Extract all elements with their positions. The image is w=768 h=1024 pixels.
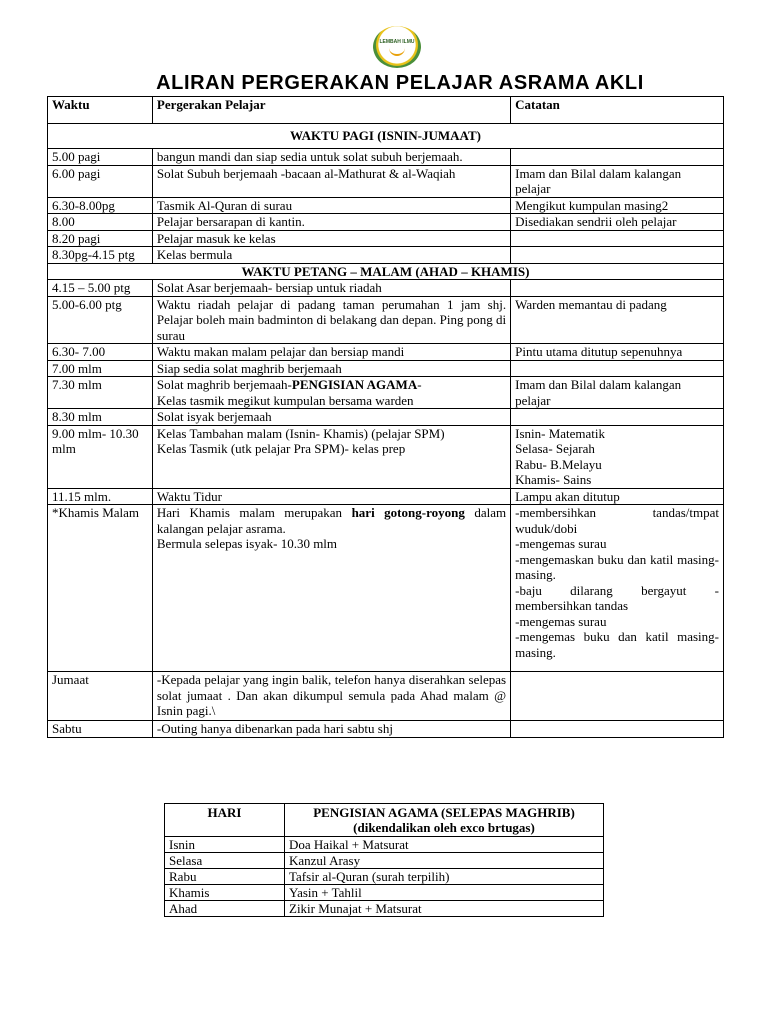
time-cell: Sabtu — [48, 721, 153, 738]
schedule-table — [47, 96, 724, 738]
time-cell: 5.00-6.00 ptg — [48, 296, 153, 344]
header-pengisian-title: PENGISIAN AGAMA (SELEPAS MAGHRIB) — [313, 805, 575, 820]
note-cell — [511, 505, 724, 672]
table-row — [48, 505, 724, 672]
activity-cell: Doa Haikal + Matsurat — [285, 837, 604, 853]
note-cell — [511, 247, 724, 264]
note-cell: Disediakan sendrii oleh pelajar — [511, 214, 724, 231]
movement-text: dalam kalangan pelajar asrama. — [156, 505, 507, 536]
movement-cell: Pelajar bersarapan di kantin. — [152, 214, 510, 231]
note-cell — [511, 409, 724, 426]
movement-text: Bermula selepas isyak- 10.30 mlm — [156, 536, 338, 551]
note-line: -mengemas surau — [515, 613, 607, 629]
table-row — [48, 296, 724, 344]
section-pagi: WAKTU PAGI (ISNIN-JUMAAT) — [48, 124, 724, 149]
movement-text — [157, 505, 506, 536]
header-hari: HARI — [165, 804, 285, 837]
movement-text: Kelas Tambahan malam (Isnin- Khamis) (pelajar SPM) — [156, 425, 445, 441]
header-pergerakan: Pergerakan Pelajar — [152, 97, 510, 124]
table-row — [48, 280, 724, 297]
note-cell: Pintu utama ditutup sepenuhnya — [511, 344, 724, 361]
note-line: Isnin- Matematik — [515, 425, 606, 441]
note-cell: Warden memantau di padang — [511, 296, 724, 344]
time-cell: 11.15 mlm. — [48, 488, 153, 505]
movement-cell — [152, 377, 510, 409]
activity-cell: Kanzul Arasy — [285, 853, 604, 869]
note-cell — [511, 721, 724, 738]
agama-header-row — [165, 804, 604, 837]
movement-text: Solat maghrib berjemaah- — [156, 377, 292, 392]
table-header-row — [48, 97, 724, 124]
note-cell — [511, 672, 724, 721]
table-row — [48, 197, 724, 214]
activity-cell: Yasin + Tahlil — [285, 885, 604, 901]
time-cell: *Khamis Malam — [48, 505, 153, 672]
time-cell: Jumaat — [48, 672, 153, 721]
table-row — [165, 853, 604, 869]
note-cell — [511, 360, 724, 377]
logo-text: LEMBAH ILMU — [379, 39, 415, 45]
movement-cell: bangun mandi dan siap sedia untuk solat subuh berjemaah. — [152, 149, 510, 166]
movement-cell: Kelas bermula — [152, 247, 510, 264]
movement-cell: Solat Subuh berjemaah -bacaan al-Mathurat & al-Waqiah — [152, 165, 510, 197]
table-row — [48, 672, 724, 721]
table-row — [48, 377, 724, 409]
movement-cell: Siap sedia solat maghrib berjemaah — [152, 360, 510, 377]
header-pengisian-sub: (dikendalikan oleh exco brtugas) — [353, 820, 535, 835]
section-row — [48, 124, 724, 149]
page-title: ALIRAN PERGERAKAN PELAJAR ASRAMA AKLI — [156, 72, 644, 94]
table-row — [165, 837, 604, 853]
pengisian-agama-label: PENGISIAN AGAMA — [291, 377, 418, 392]
time-cell: 4.15 – 5.00 ptg — [48, 280, 153, 297]
movement-cell: Tasmik Al-Quran di surau — [152, 197, 510, 214]
table-row — [165, 901, 604, 917]
time-cell: 6.00 pagi — [48, 165, 153, 197]
table-row — [48, 230, 724, 247]
time-cell: 8.20 pagi — [48, 230, 153, 247]
note-cell: Mengikut kumpulan masing2 — [511, 197, 724, 214]
table-row — [48, 409, 724, 426]
movement-cell: Waktu riadah pelajar di padang taman perumahan 1 jam shj. Pelajar boleh main badminton di belakang dan depan. Ping pong di surau — [152, 296, 510, 344]
note-line: Khamis- Sains — [515, 472, 592, 487]
day-cell: Selasa — [165, 853, 285, 869]
header-waktu: Waktu — [48, 97, 153, 124]
note-cell: Lampu akan ditutup — [511, 488, 724, 505]
note-line: -mengemaskan buku dan katil masing-masing. — [515, 551, 719, 582]
day-cell: Khamis — [165, 885, 285, 901]
time-cell: 8.30 mlm — [48, 409, 153, 426]
book-icon — [389, 48, 405, 56]
movement-cell: Solat Asar berjemaah- bersiap untuk riadah — [152, 280, 510, 297]
header-pengisian — [285, 804, 604, 837]
note-line: Selasa- Sejarah — [515, 441, 595, 456]
time-cell: 7.30 mlm — [48, 377, 153, 409]
time-cell: 8.00 — [48, 214, 153, 231]
day-cell: Ahad — [165, 901, 285, 917]
day-cell: Rabu — [165, 869, 285, 885]
movement-text: - — [417, 377, 422, 392]
note-cell — [511, 280, 724, 297]
movement-cell: Waktu makan malam pelajar dan bersiap mandi — [152, 344, 510, 361]
table-row — [48, 344, 724, 361]
pengisian-agama-table — [164, 803, 604, 917]
header-catatan: Catatan — [511, 97, 724, 124]
note-line: Rabu- B.Melayu — [515, 456, 602, 472]
time-cell: 6.30- 7.00 — [48, 344, 153, 361]
movement-cell: -Outing hanya dibenarkan pada hari sabtu shj — [152, 721, 510, 738]
table-row — [48, 165, 724, 197]
movement-cell: Solat isyak berjemaah — [152, 409, 510, 426]
school-logo — [373, 26, 421, 68]
section-row — [48, 263, 724, 280]
table-row — [48, 214, 724, 231]
time-cell: 8.30pg-4.15 ptg — [48, 247, 153, 264]
note-cell — [511, 425, 724, 488]
table-row — [48, 721, 724, 738]
note-line: -baju dilarang bergayut - membersihkan tandas — [515, 582, 719, 613]
table-row — [48, 425, 724, 488]
movement-cell — [152, 425, 510, 488]
activity-cell: Tafsir al-Quran (surah terpilih) — [285, 869, 604, 885]
table-row — [48, 488, 724, 505]
movement-cell: Waktu Tidur — [152, 488, 510, 505]
note-cell: Imam dan Bilal dalam kalangan pelajar — [511, 165, 724, 197]
table-row — [165, 869, 604, 885]
table-row — [48, 360, 724, 377]
gotong-royong-label: hari gotong-royong — [351, 505, 465, 520]
note-line: -mengemas buku dan katil masing-masing. — [515, 629, 719, 660]
time-cell: 9.00 mlm- 10.30 mlm — [48, 425, 153, 488]
day-cell: Isnin — [165, 837, 285, 853]
time-cell: 6.30-8.00pg — [48, 197, 153, 214]
note-line: -mengemas surau — [515, 536, 607, 551]
note-cell — [511, 230, 724, 247]
note-cell: Imam dan Bilal dalam kalangan pelajar — [511, 377, 724, 409]
section-petang: WAKTU PETANG – MALAM (AHAD – KHAMIS) — [48, 263, 724, 280]
time-cell: 7.00 mlm — [48, 360, 153, 377]
movement-text: Kelas Tasmik (utk pelajar Pra SPM)- kelas prep — [156, 441, 406, 456]
time-cell: 5.00 pagi — [48, 149, 153, 166]
movement-cell — [152, 505, 510, 672]
note-cell — [511, 149, 724, 166]
table-row — [165, 885, 604, 901]
movement-text: Hari Khamis malam merupakan — [156, 505, 352, 520]
note-line: -membersihkan tandas/tmpat wuduk/dobi — [515, 505, 719, 536]
movement-cell: -Kepada pelajar yang ingin balik, telefon hanya diserahkan selepas solat jumaat . Dan akan dikumpul semula pada Ahad malam @ Isnin pagi.\ — [152, 672, 510, 721]
activity-cell: Zikir Munajat + Matsurat — [285, 901, 604, 917]
table-row — [48, 149, 724, 166]
movement-cell: Pelajar masuk ke kelas — [152, 230, 510, 247]
table-row — [48, 247, 724, 264]
movement-text: Kelas tasmik megikut kumpulan bersama warden — [156, 392, 414, 408]
